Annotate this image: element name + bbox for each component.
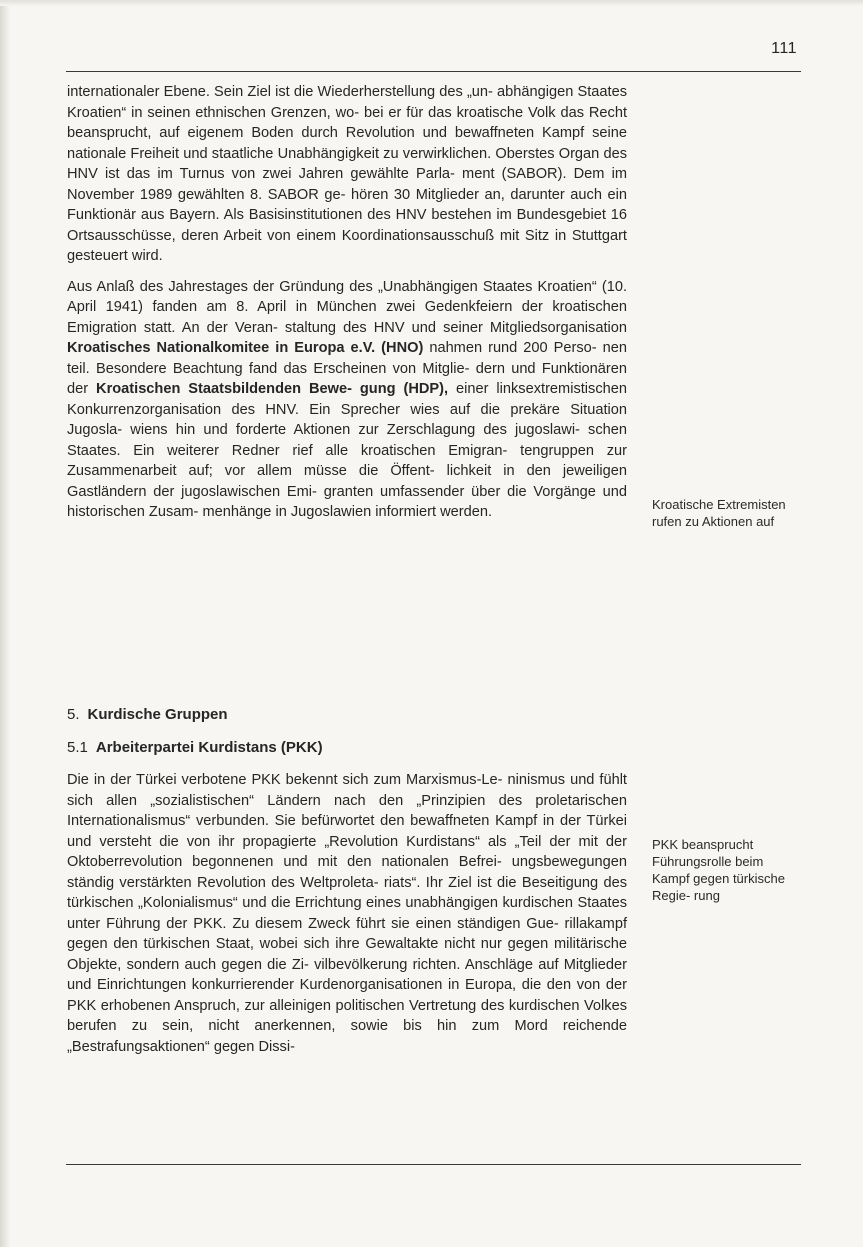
footer-rule [66, 1164, 801, 1165]
organization-name-hdp: Kroatischen Staatsbildenden Bewe- gung (HDP), [96, 381, 449, 397]
paragraph-anniversary-events [67, 277, 627, 523]
subsection-heading-pkk [67, 738, 627, 758]
heading-number: 5.1 [67, 739, 88, 756]
organization-name-hno: Kroatisches Nationalkomitee in Europa e.V. (HNO) [67, 340, 424, 356]
paragraph-pkk-ideology: Die in der Türkei verbotene PKK bekennt sich zum Marxismus-Le- ninismus und fühlt sich allen „sozialistischen“ Ländern nach den „Prinzipien des proletarischen Internationalismus“ verbunden. Sie befürwortet den bewaffneten Kampf in der Türkei und versteht die von ihr propagierte „Revolution Kurdistans“ als „Teil der mit der Oktoberrevolution begonnenen und mit den nationalen Befrei- ungsbewegungen ständig verstärkten Revolution des Weltproleta- riats“. Ihr Ziel ist die Beseitigung des türkischen „Kolonialismus“ und die Errichtung eines unabhängigen kurdischen Staates unter Führung der PKK. Zu diesem Zweck führt sie einen ständigen Gue- rillakampf gegen den türkischen Staat, wobei sich ihre Gewaltakte nicht nur gegen militärische Objekte, sondern auch gegen die Zi- vilbevölkerung richten. Anschläge auf Mitglieder und Einrichtungen konkurrierender Kurdenorganisationen in Europa, die den von der PKK erhobenen Anspruch, zur alleinigen politischen Vertretung des kurdischen Volkes berufen zu sein, nicht anerkennen, sowie bis hin zum Mord reichende „Bestrafungsaktionen“ gegen Dissi- [67, 772, 627, 1055]
margin-note-pkk-leadership: PKK beansprucht Führungsrolle beim Kampf gegen türkische Regie- rung [652, 837, 785, 903]
page-number: 111 [771, 40, 797, 57]
scan-edge-left [0, 0, 10, 1247]
margin-note-croatian-extremists: Kroatische Extremisten rufen zu Aktionen auf [652, 497, 786, 529]
paragraph-text: Aus Anlaß des Jahrestages der Gründung des „Unabhängigen Staates Kroatien“ (10. April 1941) fanden am 8. April in München zwei Gedenkfeiern der kroatischen Emigration statt. An der Veran- staltung des HNV und seiner Mitgliedsorganisation [67, 278, 627, 336]
section-heading-kurdish-groups [67, 705, 627, 725]
section-pkk [67, 770, 627, 1057]
scan-edge-top [0, 0, 863, 6]
paragraph-text: nahmen rund 200 Perso- nen teil. Besondere Beachtung fand das Erscheinen von Mitglie- dern und Funktionären der [67, 340, 627, 397]
heading-number: 5. [67, 706, 80, 723]
paragraph-hnv-goals: internationaler Ebene. Sein Ziel ist die Wiederherstellung des „un- abhängigen Staates Kroatien“ in seinen ethnischen Grenzen, wo- bei er für das kroatische Volk das Recht beansprucht, auf eigenem Boden durch Revolution und bewaffneten Kampf seine nationale Freiheit und staatliche Unabhängigkeit zu verwirklichen. Oberstes Organ des HNV ist das im Turnus von zwei Jahren gewählte Parla- ment (SABOR). Dem im November 1989 gewählten 8. SABOR ge- hören 30 Mitglieder an, darunter auch ein Funktionär aus Bayern. Als Basisinstitutionen des HNV bestehen im Bundesgebiet 16 Ortsausschüsse, deren Arbeit von einem Koordinationsausschuß mit Sitz in Stuttgart gesteuert wird. [67, 84, 627, 264]
heading-title: Arbeiterpartei Kurdistans (PKK) [95, 739, 323, 756]
heading-title: Kurdische Gruppen [87, 706, 228, 723]
paragraph-text: einer linksextremistischen Konkurrenzorganisation des HNV. Ein Sprecher wies auf die prekäre Situation Jugosla- wiens hin und forderte Aktionen zur Zerschlagung des jugoslawi- schen Staates. Ein weiterer Redner rief alle kroatischen Emigran- tengruppen zur Zusammenarbeit auf; vor allem müsse die Öffent- lichkeit in den jeweiligen Gastländern der jugoslawischen Emi- granten umfassender über die Vorgänge und historischen Zusam- menhänge in Jugoslawien informiert werden. [67, 381, 627, 520]
header-rule [66, 71, 801, 72]
section-croatian-groups [67, 82, 627, 523]
